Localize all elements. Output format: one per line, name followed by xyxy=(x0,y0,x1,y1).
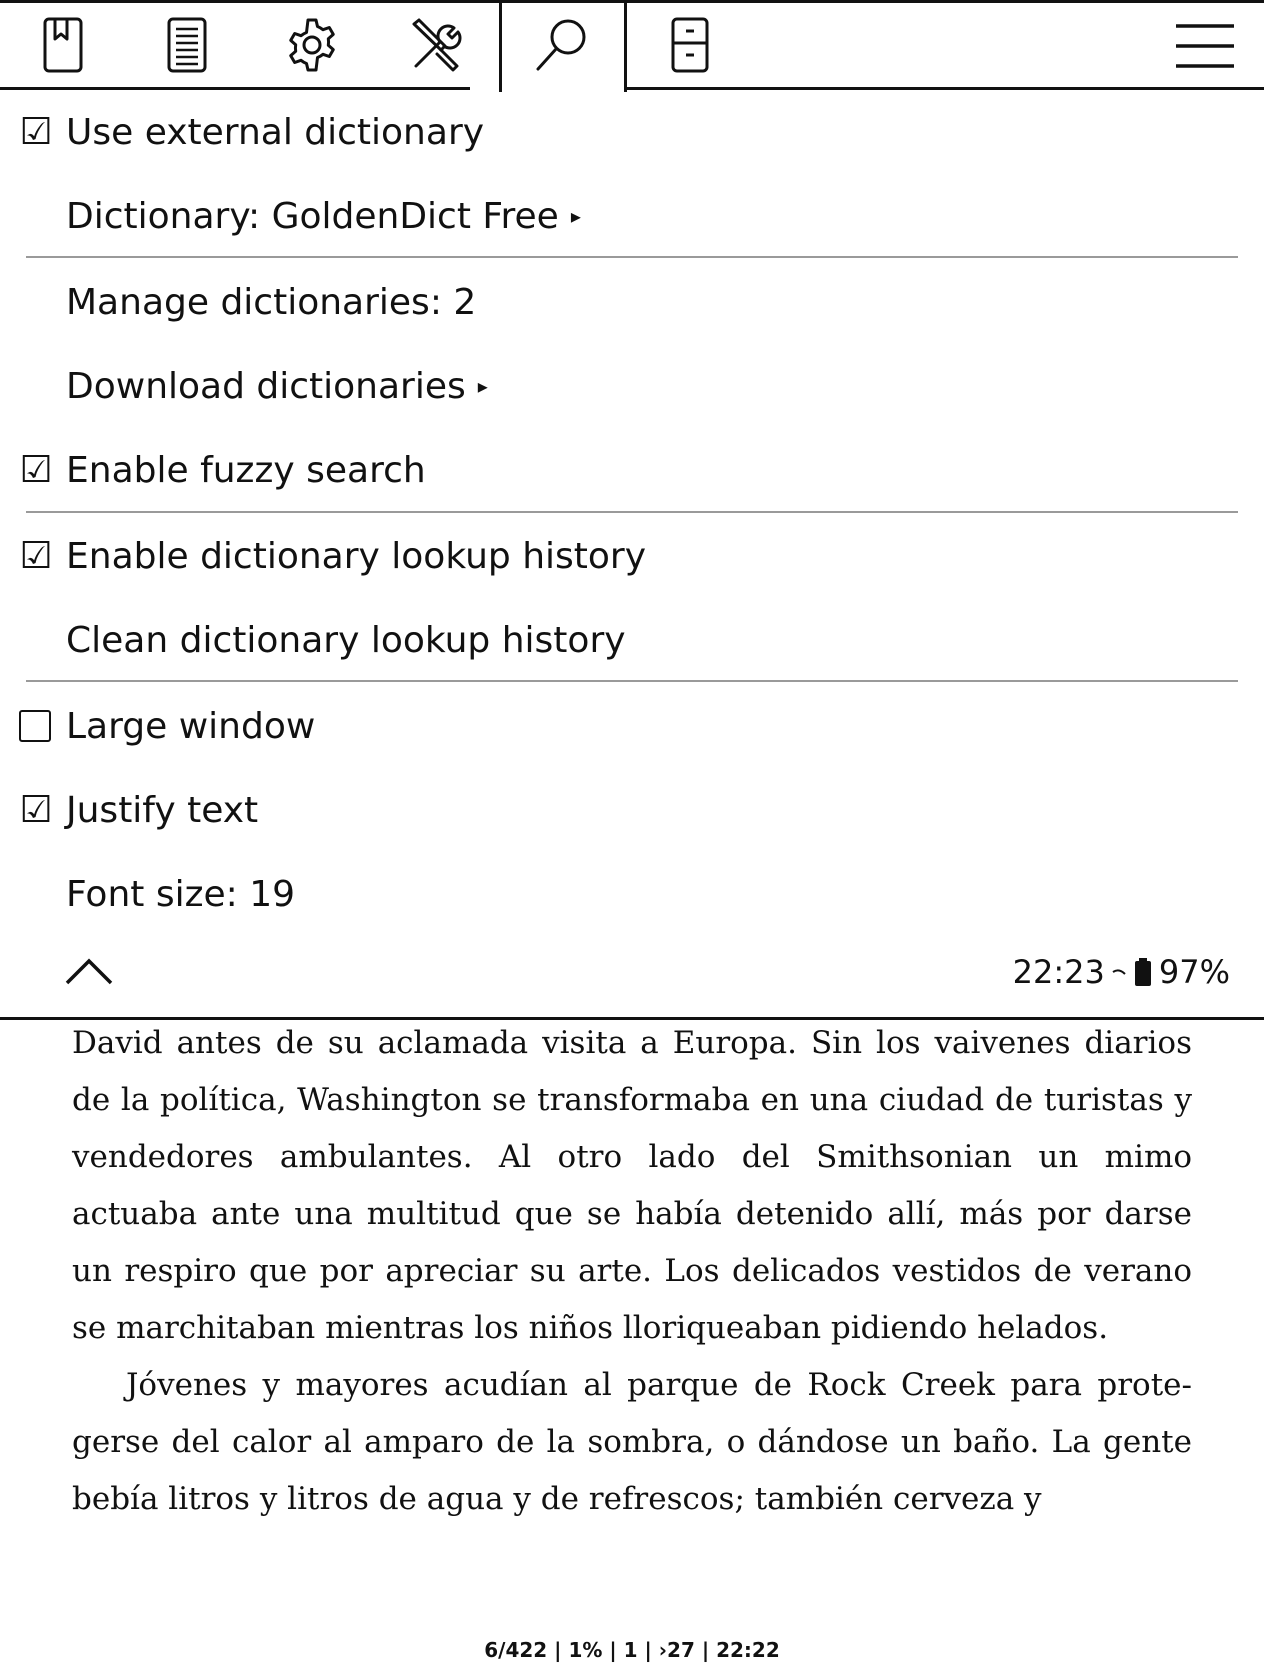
checkbox-checked[interactable]: ☑ xyxy=(19,110,53,153)
clock: 22:23 xyxy=(1012,953,1105,991)
menu-item-label: Download dictionaries xyxy=(66,365,466,407)
top-tab-bar xyxy=(0,0,1264,92)
device-icon xyxy=(659,14,721,76)
book-paragraph: Jóvenes y mayores acudían al parque de Rock Creek para protegerse del calor al amparo de la sombra, o dándose un baño. La gente bebía litros y litros de agua y de refrescos; también cerveza y xyxy=(72,1367,1192,1517)
document-icon xyxy=(156,14,218,76)
book-paragraph: David antes de su aclamada visita a Europa. Sin los vaivenes diarios de la política, Washington se transformaba en una ciudad de turistas y vendedores ambulantes. Al otro lado del Smithsonian un mimo actuaba ante una multitud que se había detenido allí, más por darse un respiro que por apreciar su arte. Los delicados vestidos de verano se marchitaban mientras los niños lloriqueaban pidiendo helados. xyxy=(72,1025,1192,1346)
checkbox-unchecked[interactable] xyxy=(19,710,51,742)
menu-item-dictionary[interactable] xyxy=(0,174,1264,258)
menu-item-clean-history[interactable] xyxy=(0,598,1264,682)
submenu-arrow-icon: ▸ xyxy=(570,203,581,228)
menu-divider xyxy=(26,256,1238,258)
menu-item-download-dictionaries[interactable] xyxy=(0,344,1264,428)
search-icon xyxy=(531,14,593,76)
search-settings-menu xyxy=(0,90,1264,1014)
battery-level: 97% xyxy=(1158,953,1230,991)
tab-tools[interactable] xyxy=(374,3,500,87)
menu-divider xyxy=(26,680,1238,682)
chevron-up-icon[interactable] xyxy=(64,955,114,987)
submenu-arrow-icon: ▸ xyxy=(477,373,488,398)
battery-icon xyxy=(1133,957,1153,987)
menu-divider xyxy=(26,511,1238,513)
menu-item-font-size[interactable] xyxy=(0,852,1264,936)
menu-item-justify-text[interactable] xyxy=(0,768,1264,852)
book-page-text xyxy=(72,1015,1192,1528)
menu-item-label: Clean dictionary lookup history xyxy=(66,619,626,661)
menu-item-large-window[interactable] xyxy=(0,684,1264,768)
checkbox-checked[interactable]: ☑ xyxy=(19,534,53,577)
menu-item-label: Manage dictionaries: 2 xyxy=(66,281,477,323)
status-bar xyxy=(1013,953,1230,991)
tools-icon xyxy=(406,14,468,76)
menu-item-use-external-dictionary[interactable] xyxy=(0,90,1264,174)
tab-document[interactable] xyxy=(124,3,250,87)
menu-item-label: Dictionary: GoldenDict Free xyxy=(66,195,559,237)
menu-item-fuzzy-search[interactable] xyxy=(0,428,1264,512)
menu-item-lookup-history[interactable] xyxy=(0,514,1264,598)
menu-item-label: Enable fuzzy search xyxy=(66,449,426,491)
tab-device[interactable] xyxy=(627,3,753,87)
tab-bookmarks[interactable] xyxy=(0,3,126,87)
checkbox-checked[interactable]: ☑ xyxy=(19,788,53,831)
tab-settings[interactable] xyxy=(249,3,375,87)
bookmark-icon xyxy=(32,14,94,76)
hamburger-menu-icon[interactable] xyxy=(1172,18,1238,74)
gear-icon xyxy=(281,14,343,76)
wifi-off-icon xyxy=(1111,962,1127,982)
menu-footer xyxy=(0,935,1264,1015)
menu-item-manage-dictionaries[interactable] xyxy=(0,260,1264,344)
reading-progress-footer: 6/422 | 1% | 1 | ›27 | 22:22 xyxy=(484,1638,780,1662)
menu-item-label: Enable dictionary lookup history xyxy=(66,535,647,577)
menu-item-label: Font size: 19 xyxy=(66,873,296,915)
checkbox-checked[interactable]: ☑ xyxy=(19,448,53,491)
menu-item-label: Justify text xyxy=(66,789,259,831)
menu-item-label: Use external dictionary xyxy=(66,111,485,153)
tab-search[interactable] xyxy=(499,3,625,87)
menu-item-label: Large window xyxy=(66,705,316,747)
